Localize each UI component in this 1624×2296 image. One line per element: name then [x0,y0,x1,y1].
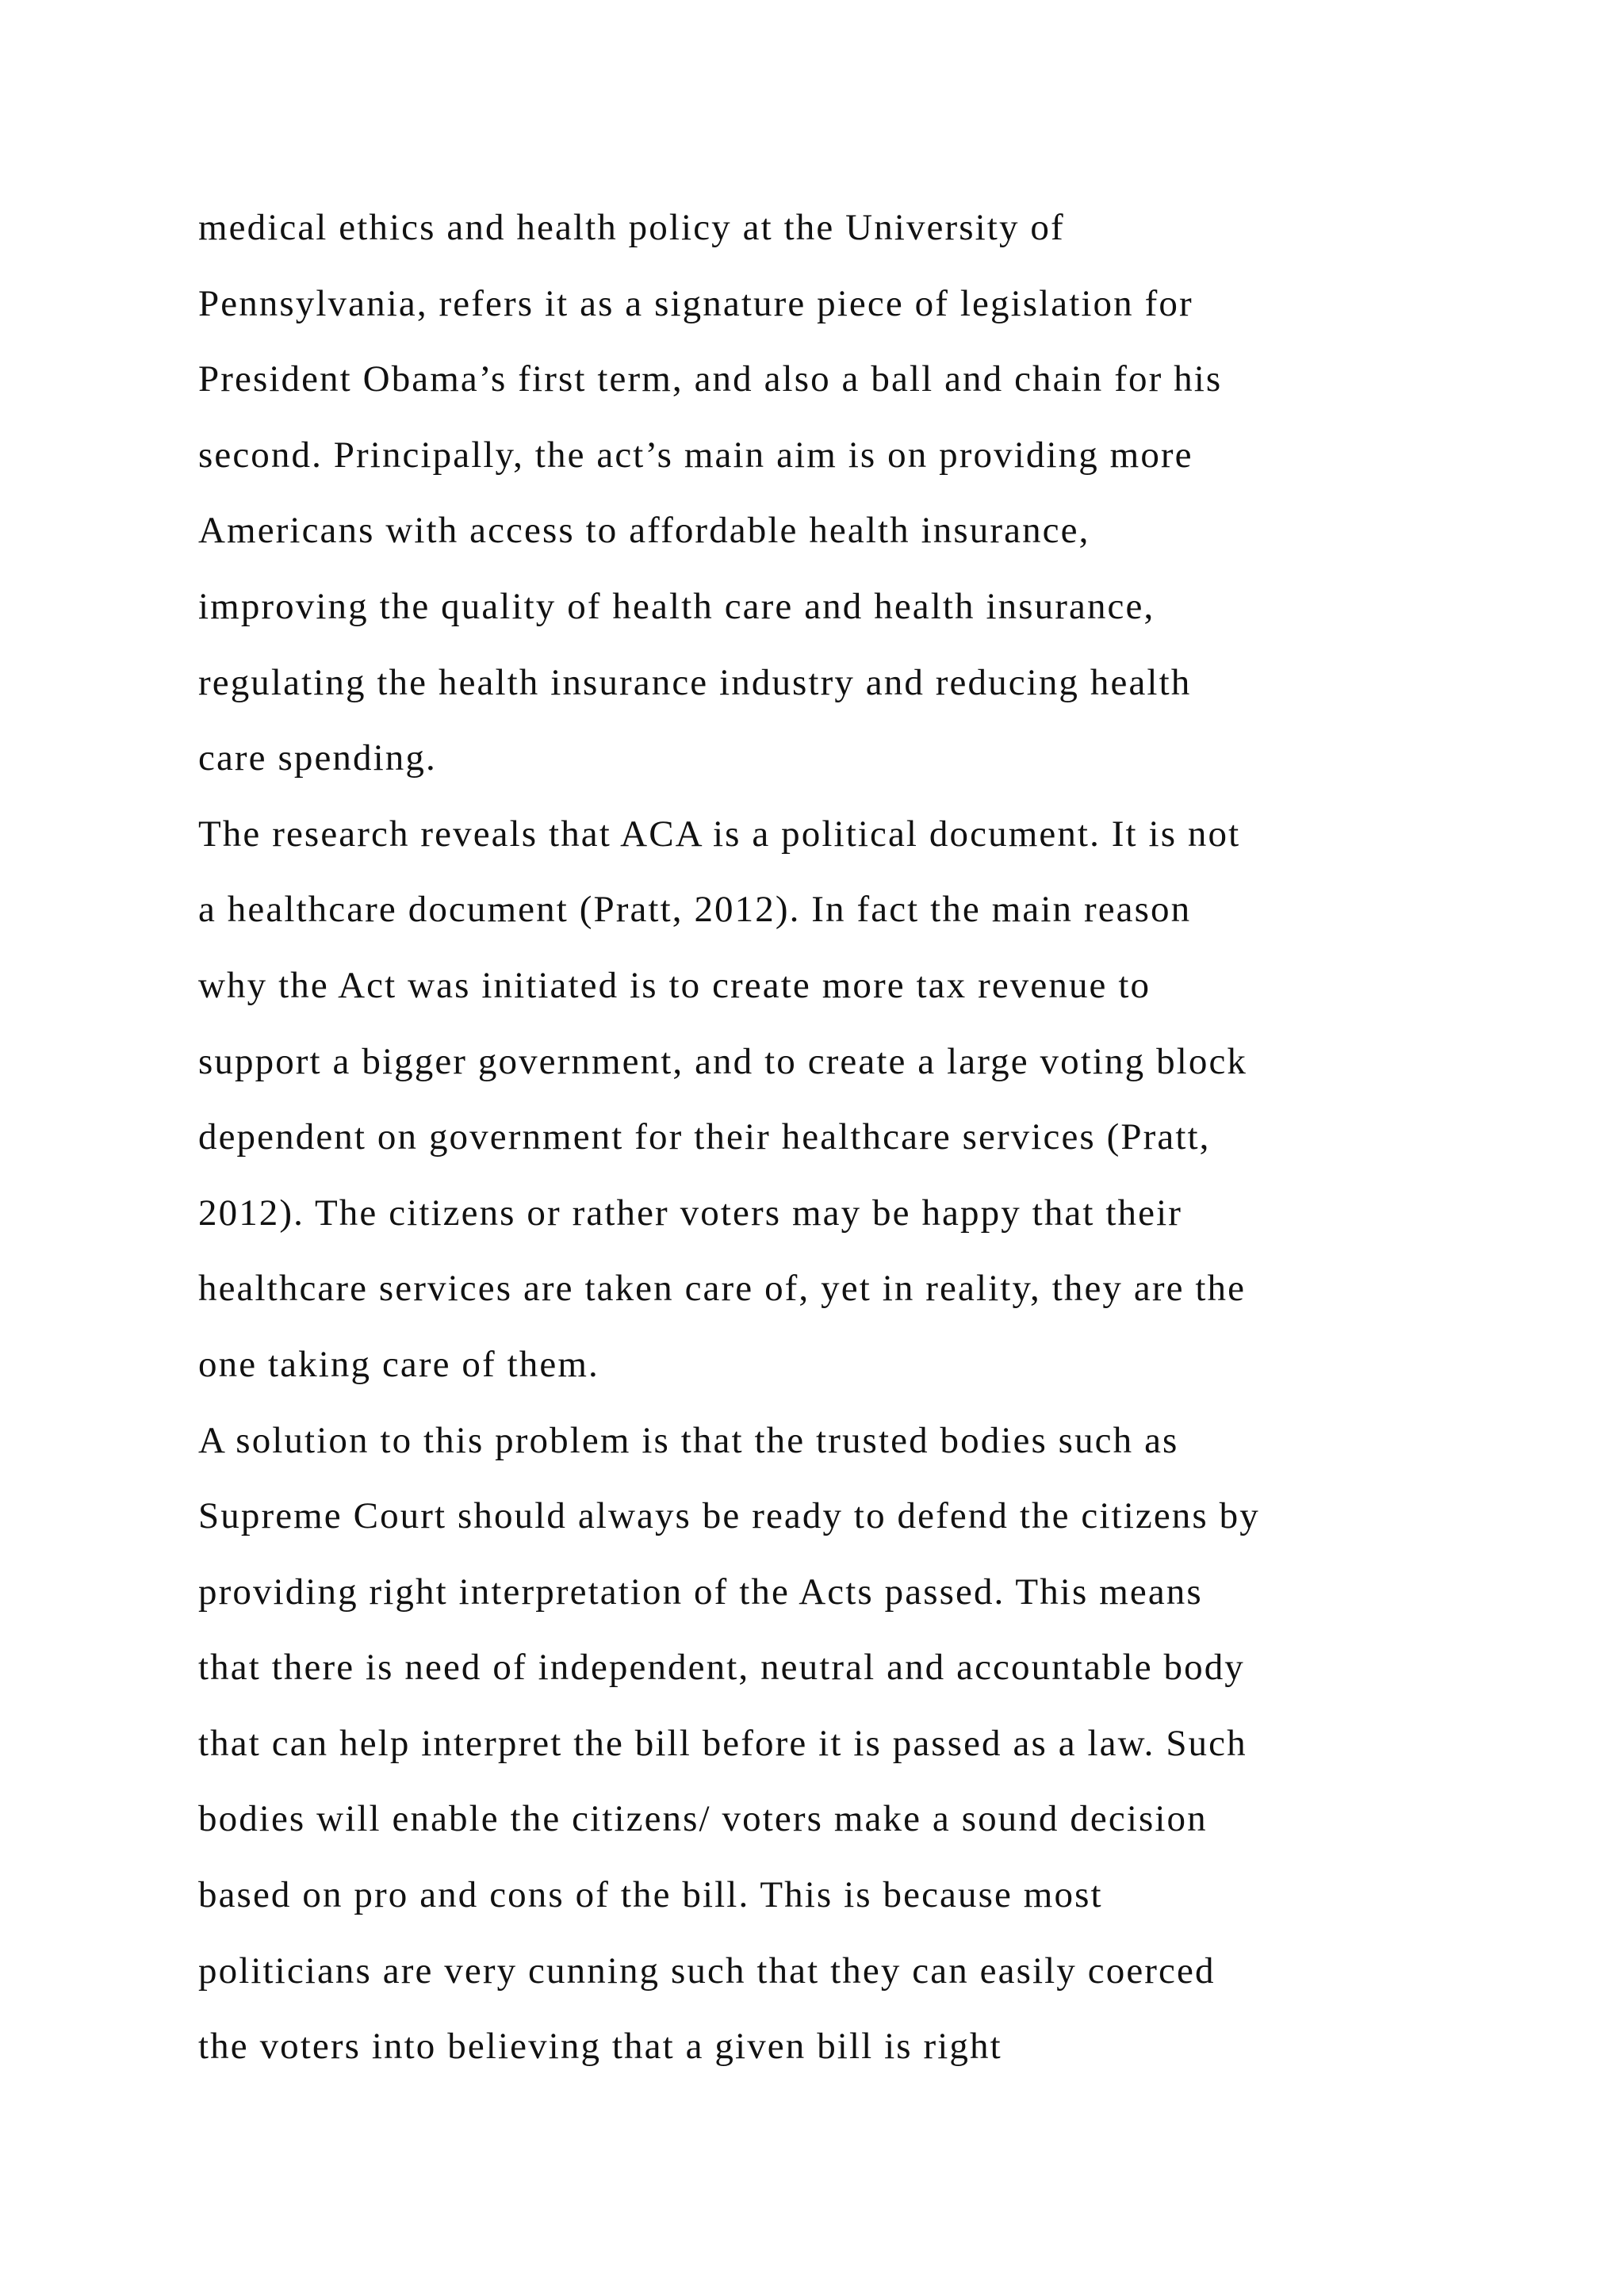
text-line: care spending. [198,737,437,779]
text-line: providing right interpretation of the Acts passed. This means [198,1571,1203,1613]
text-line: regulating the health insurance industry and reducing health [198,661,1192,703]
text-line: second. Principally, the act’s main aim is on providing more [198,434,1193,476]
text-line: medical ethics and health policy at the University of [198,207,1065,248]
text-line: 2012). The citizens or rather voters may be happy that their [198,1192,1183,1234]
text-line: A solution to this problem is that the trusted bodies such as [198,1419,1179,1461]
text-line: Americans with access to affordable health insurance, [198,510,1090,552]
text-line: bodies will enable the citizens/ voters make a sound decision [198,1798,1208,1840]
text-line: politicians are very cunning such that they can easily coerced [198,1950,1216,1992]
text-line: Pennsylvania, refers it as a signature piece of legislation for [198,282,1193,324]
text-line: the voters into believing that a given bill is right [198,2026,1002,2068]
text-line: support a bigger government, and to create a large voting block [198,1040,1248,1082]
text-line: based on pro and cons of the bill. This is because most [198,1874,1103,1916]
text-line: healthcare services are taken care of, yet in reality, they are the [198,1268,1247,1310]
text-line: why the Act was initiated is to create more tax revenue to [198,964,1151,1006]
text-line: improving the quality of health care and health insurance, [198,585,1155,627]
text-line: a healthcare document (Pratt, 2012). In fact the main reason [198,889,1192,931]
body-text [198,190,1507,2085]
text-line: President Obama’s first term, and also a ball and chain for his [198,358,1223,400]
text-line: that can help interpret the bill before it is passed as a law. Such [198,1722,1247,1764]
text-line: The research reveals that ACA is a political document. It is not [198,813,1241,855]
text-line: dependent on government for their healthcare services (Pratt, [198,1116,1211,1158]
text-line: one taking care of them. [198,1343,599,1385]
text-line: Supreme Court should always be ready to defend the citizens by [198,1495,1260,1537]
text-line: that there is need of independent, neutral and accountable body [198,1647,1245,1689]
